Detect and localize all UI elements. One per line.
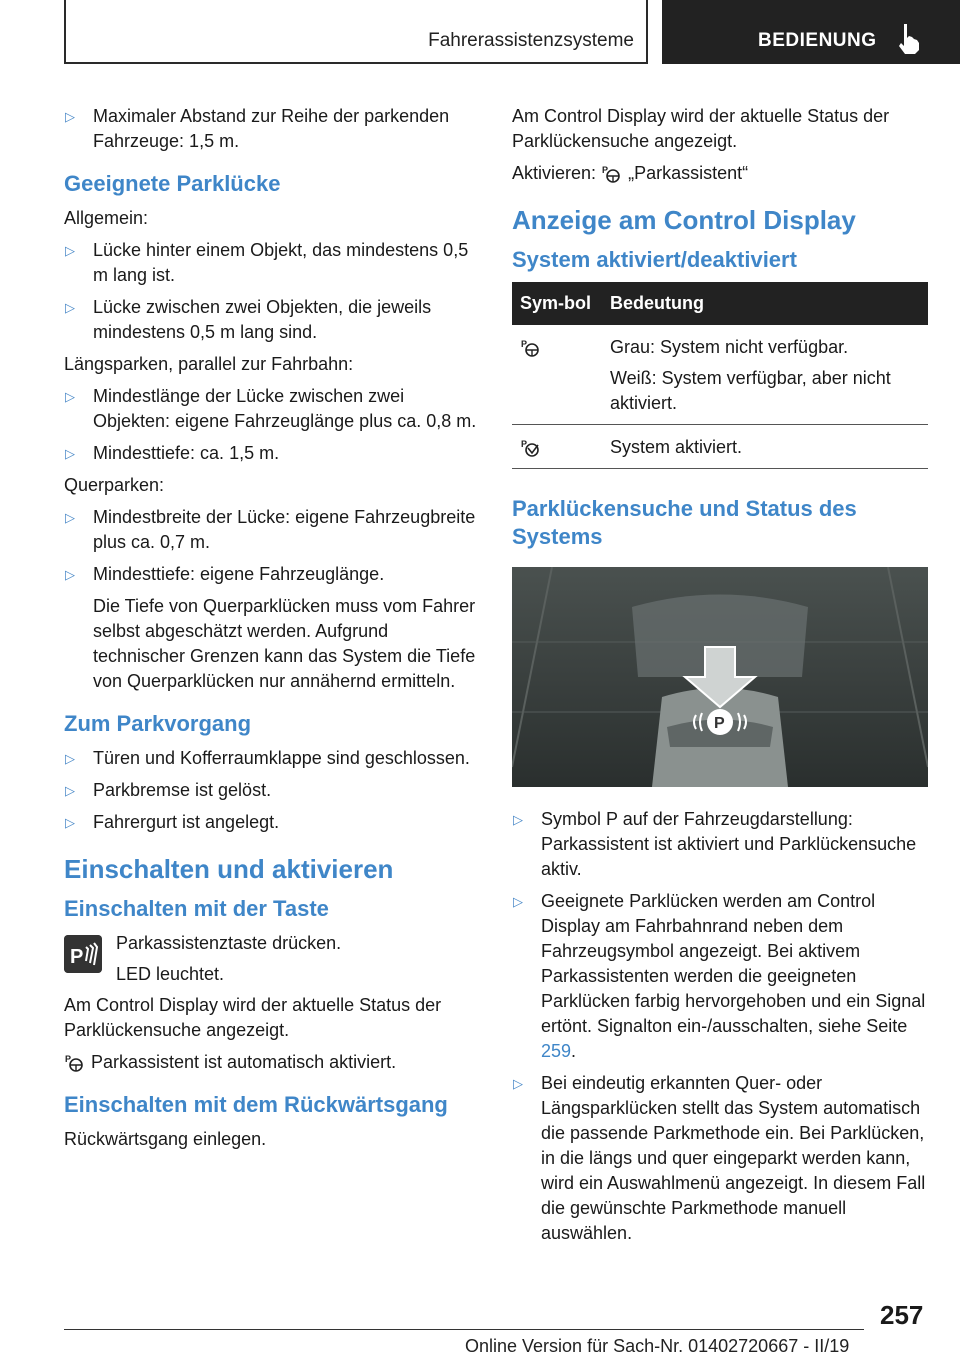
list-item-text: Geeignete Parklücken werden am Control Display am Fahrbahnrand neben dem Fahrzeugsymbol angezeigt. Bei aktivem Parkassistenten werden die geeigneten Parklücken farbig hervorgehoben und ein Signal ertönt. Signalton ein-/ausschalten, siehe Seite (541, 891, 926, 1036)
table-cell-meaning: System aktiviert. (602, 425, 928, 469)
list-item: ▷ Parkbremse ist gelöst. (64, 778, 480, 803)
paragraph: Weiß: System verfügbar, aber nicht aktiviert. (610, 368, 891, 413)
list-item: ▷ Mindestlänge der Lücke zwischen zwei Objekten: eigene Fahrzeuglänge plus ca. 0,8 m. (64, 384, 480, 434)
svg-text:P: P (65, 1054, 72, 1065)
svg-text:P: P (714, 715, 725, 732)
page-link[interactable]: 259 (541, 1041, 572, 1061)
svg-text:P: P (521, 439, 528, 450)
paragraph: Allgemein: (64, 208, 149, 228)
list-item: ▷ Bei eindeutig erkannten Quer- oder Längsparklücken stellt das System automatisch die passende Parkmethode ein. Bei Parklücken, in die längs und quer eingeparkt werden kann, wird ein Auswahlmenü angezeigt. In diesem Fall die gewünschte Parkmethode manuell auswählen. (512, 1071, 928, 1246)
paragraph: Am Control Display wird der aktuelle Status der Parklückensuche angezeigt. (64, 995, 442, 1040)
heading-einschalten-aktivieren: Einschalten und aktivieren (64, 854, 394, 884)
control-display-image (512, 567, 928, 787)
park-assist-active-icon (520, 438, 542, 458)
aktivieren-value: „Parkassistent“ (628, 163, 749, 183)
header-section (64, 0, 648, 64)
aktivieren-label: Aktivieren: (512, 163, 597, 183)
left-column (64, 104, 480, 1159)
paragraph: Querparken: (64, 475, 165, 495)
heading-zum-parkvorgang: Zum Parkvorgang (64, 711, 252, 736)
footer-divider (64, 1329, 864, 1330)
paragraph: Rückwärtsgang einlegen. (64, 1129, 267, 1149)
heading-geeignete-parkluecke: Geeignete Parklücke (64, 171, 281, 196)
heading-anzeige: Anzeige am Control Display (512, 205, 856, 235)
auto-text: Parkassistent ist automatisch aktiviert. (91, 1052, 397, 1072)
heading-rueckwaertsgang: Einschalten mit dem Rückwärtsgang (64, 1092, 448, 1117)
parking-button-icon (64, 935, 102, 973)
right-column (512, 104, 928, 1253)
table-cell-symbol (512, 325, 602, 425)
page-number: 257 (880, 1300, 924, 1330)
paragraph-auto (64, 1050, 480, 1075)
list-item: ▷ Lücke zwischen zwei Objekten, die jeweils mindestens 0,5 m lang sind. (64, 295, 480, 345)
parking-button-row (64, 931, 480, 987)
list-item: ▷ Maximaler Abstand zur Reihe der parkenden Fahrzeuge: 1,5 m. (64, 104, 480, 154)
list-item: ▷ Mindesttiefe: eigene Fahrzeuglänge. (64, 562, 480, 587)
park-assist-icon (64, 1053, 86, 1073)
table-row (512, 425, 928, 469)
symbol-table (512, 282, 928, 469)
header-chapter-title: BEDIENUNG (758, 30, 877, 51)
table-cell-symbol (512, 425, 602, 469)
svg-text:P: P (602, 165, 609, 176)
list-item: ▷ Symbol P auf der Fahrzeugdarstellung: Parkassistent ist aktiviert und Parklückensuche aktiv. (512, 807, 928, 882)
list-item-note: Die Tiefe von Querparklücken muss vom Fahrer selbst abgeschätzt werden. Aufgrund technischer Grenzen kann das System die Tiefe von Querparklücken nur annähernd ermitteln. (93, 596, 476, 691)
paragraph: Parkassistenztaste drücken. (116, 933, 342, 953)
list-item: ▷ Türen und Kofferraumklappe sind geschlossen. (64, 746, 480, 771)
svg-text:P: P (70, 946, 84, 968)
list-item: ▷ Lücke hinter einem Objekt, das mindestens 0,5 m lang ist. (64, 238, 480, 288)
table-row (512, 325, 928, 425)
list-item: ▷ Mindestbreite der Lücke: eigene Fahrzeugbreite plus ca. 0,7 m. (64, 505, 480, 555)
paragraph: Längsparken, parallel zur Fahrbahn: (64, 354, 354, 374)
header-chapter (662, 0, 960, 64)
table-cell-meaning (602, 325, 928, 425)
list-item-end: . (571, 1041, 577, 1061)
heading-einschalten-taste: Einschalten mit der Taste (64, 896, 329, 921)
list-item: ▷ Fahrergurt ist angelegt. (64, 810, 480, 835)
list-item: ▷ Mindesttiefe: ca. 1,5 m. (64, 441, 480, 466)
footer-version: Online Version für Sach-Nr. 01402720667 - II/19 (465, 1336, 850, 1356)
parking-display-illustration (512, 567, 928, 787)
paragraph: Grau: System nicht verfügbar. (610, 337, 849, 357)
paragraph-aktivieren (512, 161, 928, 186)
park-assist-icon (601, 164, 623, 184)
header-section-title: Fahrerassistenzsysteme (428, 30, 634, 51)
hand-pointer-icon (894, 22, 924, 56)
heading-system: System aktiviert/deaktiviert (512, 247, 797, 272)
paragraph: LED leuchtet. (116, 964, 225, 984)
list-item-signal (512, 889, 928, 1064)
svg-text:P: P (521, 339, 528, 350)
table-header-symbol: Sym-bol (512, 282, 602, 325)
paragraph: Am Control Display wird der aktuelle Status der Parklückensuche angezeigt. (512, 106, 890, 151)
heading-parkluecken: Parklückensuche und Status des Systems (512, 496, 857, 549)
park-assist-icon (520, 338, 542, 358)
table-header-bedeutung: Bedeutung (602, 282, 928, 325)
